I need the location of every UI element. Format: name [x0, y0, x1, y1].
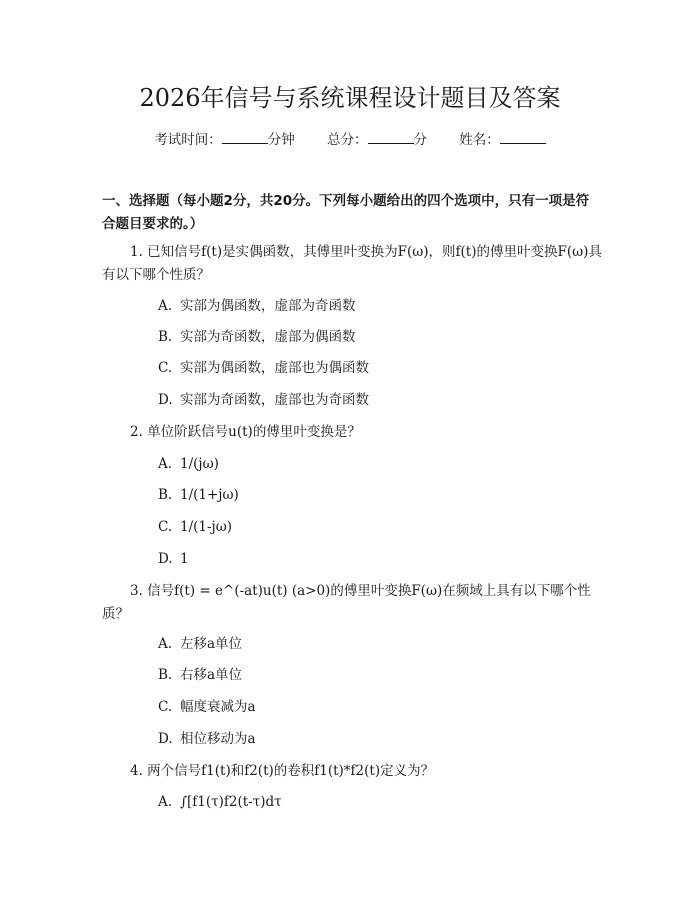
- option-text: 幅度衰减为a: [180, 699, 256, 715]
- question-4-stem: 4. 两个信号f1(t)和f2(t)的卷积f1(t)*f2(t)定义为？: [130, 763, 435, 779]
- question-2-option-d: [158, 549, 598, 569]
- option-label: C.: [158, 360, 173, 376]
- option-label: D.: [158, 551, 173, 567]
- question-2-option-c: [158, 517, 598, 537]
- option-text: 实部为偶函数，虚部为奇函数: [180, 298, 356, 314]
- total-score-unit: 分: [413, 132, 427, 148]
- option-text: 1/(jω): [180, 456, 219, 472]
- page-title: 2026年信号与系统课程设计题目及答案: [139, 84, 561, 112]
- student-name-field: [459, 131, 546, 149]
- option-label: D.: [158, 392, 173, 408]
- question-3-option-b: [158, 665, 598, 685]
- total-score-field: [327, 131, 427, 149]
- exam-time-blank: [222, 131, 268, 144]
- question-1-option-b: [158, 327, 598, 347]
- question-1-option-d: [158, 390, 598, 410]
- exam-time-label: 考试时间：: [154, 132, 222, 148]
- question-1-stem: 1. 已知信号f(t)是实偶函数，其傅里叶变换为F(ω)，则f(t)的傅里叶变换F(ω)具有以下哪个性质？: [102, 244, 602, 283]
- option-text: 实部为奇函数，虚部也为奇函数: [180, 392, 369, 408]
- question-3-option-d: [158, 729, 598, 749]
- option-label: C.: [158, 699, 173, 715]
- question-1-option-a: [158, 296, 598, 316]
- section-heading: 一、选择题（每小题2分，共20分。下列每小题给出的四个选项中，只有一项是符合题目要求的。）: [102, 193, 590, 232]
- option-label: D.: [158, 731, 173, 747]
- total-score-blank: [368, 131, 414, 144]
- option-label: C.: [158, 519, 173, 535]
- question-1-option-c: [158, 358, 598, 378]
- exam-time-field: [154, 131, 295, 149]
- option-label: A.: [158, 636, 173, 652]
- option-text: 左移a单位: [180, 636, 243, 652]
- question-2-option-b: [158, 485, 598, 505]
- question-3-stem: 3. 信号f(t) = e^(-at)u(t) (a>0)的傅里叶变换F(ω)在频域上具有以下哪个性质？: [102, 583, 591, 622]
- option-label: A.: [158, 456, 173, 472]
- option-label: B.: [158, 329, 173, 345]
- option-text: 右移a单位: [180, 667, 243, 683]
- option-text: 1: [180, 551, 189, 567]
- exam-info-line: [0, 131, 700, 149]
- question-4-option-a: [158, 792, 598, 812]
- option-text: 相位移动为a: [180, 731, 256, 747]
- student-name-blank: [500, 131, 546, 144]
- option-label: A.: [158, 794, 173, 810]
- question-2-option-a: [158, 454, 598, 474]
- option-text: 1/(1-jω): [180, 519, 233, 535]
- question-2-stem: 2. 单位阶跃信号u(t)的傅里叶变换是？: [130, 424, 361, 440]
- option-label: A.: [158, 298, 173, 314]
- question-3-option-c: [158, 697, 598, 717]
- option-label: B.: [158, 487, 173, 503]
- option-text: 1/(1+jω): [180, 487, 239, 503]
- option-label: B.: [158, 667, 173, 683]
- option-text: 实部为奇函数，虚部为偶函数: [180, 329, 356, 345]
- student-name-label: 姓名：: [459, 132, 500, 148]
- option-text: 实部为偶函数，虚部也为偶函数: [180, 360, 369, 376]
- option-text: ∫[f1(τ)f2(t-τ)dτ: [180, 794, 282, 810]
- question-3-option-a: [158, 634, 598, 654]
- total-score-label: 总分：: [327, 132, 368, 148]
- exam-time-unit: 分钟: [267, 132, 295, 148]
